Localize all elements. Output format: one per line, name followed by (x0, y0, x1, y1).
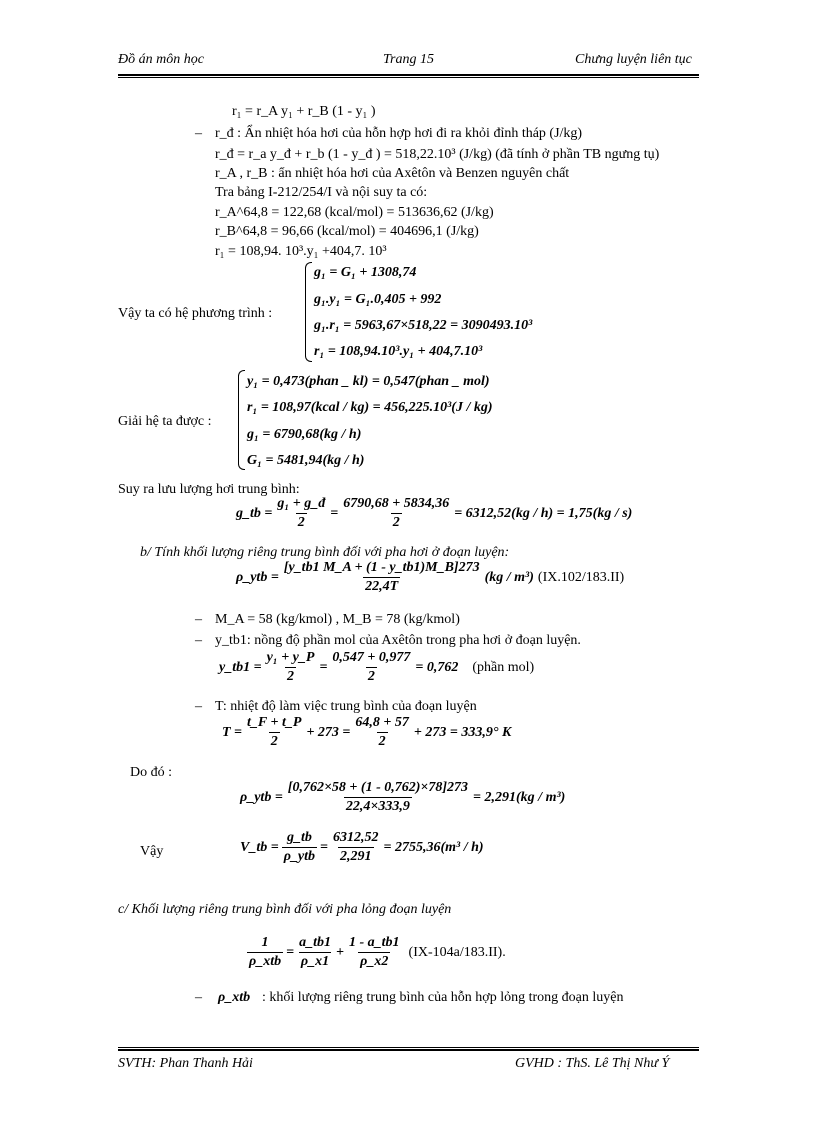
line-rd-def: r_đ : Ẩn nhiệt hóa hơi của hỗn hợp hơi đi ra khỏi đỉnh tháp (J/kg) (215, 126, 583, 141)
line-r1-expr: r₁ = 108,94. 10³.y₁ +404,7. 10³ (215, 244, 387, 259)
eq-numerator: 6312,52 (333, 830, 379, 845)
eq-lhs: y_tb1 = (219, 659, 262, 675)
footer-left: SVTH: Phan Thanh Hải (118, 1056, 253, 1071)
system2-eq: G₁ = 5481,94(kg / h) (247, 453, 365, 468)
header-right: Chưng luyện liên tục (575, 52, 692, 67)
system1-eq: g₁.r₁ = 5963,67×518,22 = 3090493.10³ (314, 318, 533, 333)
equation-Vtb: V_tb = $\frac{g\_tb}{\text{ρ\_ytb}}$ = $\frac{6312,52}{2,291}$ = 2755,36(m³ / h) (240, 830, 484, 864)
eq-numerator: 0,547 + 0,977 (332, 650, 411, 665)
eq-rhs: + 273 = 333,9° K (413, 724, 512, 740)
eq-denominator: 22,4×333,9 (345, 799, 410, 814)
eq-unit: (phần mol) (472, 659, 535, 675)
eq-denominator: 2 (392, 515, 400, 530)
system1-label: Vậy ta có hệ phương trình : (118, 306, 273, 321)
eq-numerator: 1 - a_tb1 (348, 935, 400, 950)
eq-denominator: 2,291 (340, 849, 372, 864)
footer-right: GVHD : ThS. Lê Thị Như Ý (515, 1056, 670, 1071)
line-rd-value: r_đ = r_a y_đ + r_b (1 - y_đ ) = 518,22.10³ (J/kg) (đã tính ở phần TB ngưng tụ) (215, 147, 660, 162)
line-ra-value: r_A^64,8 = 122,68 (kcal/mol) = 513636,62 (J/kg) (215, 205, 494, 220)
line-rho-xtb-def: : khối lượng riêng trung bình của hỗn hợp lỏng trong đoạn luyện (262, 990, 624, 1005)
eq-lhs: V_tb = (240, 839, 279, 855)
line-molar-mass: M_A = 58 (kg/kmol) , M_B = 78 (kg/kmol) (215, 612, 460, 627)
section-c-heading: c/ Khối lượng riêng trung bình đối với pha lỏng đoạn luyện (118, 902, 452, 917)
eq-unit: (kg / m³) (484, 569, 534, 585)
header-page-number: Trang 15 (383, 52, 434, 67)
eq-lhs: ρ_ytb = (240, 789, 283, 805)
eq-lhs: T = (222, 724, 243, 740)
equation-ytb1: y_tb1 = $\frac{\text{y₁ + y\_P}}{2}$ = $\frac{0,547 + 0,977}{2}$ = 0,762 (phần mol) (219, 650, 535, 684)
eq-denominator: 2 (367, 669, 375, 684)
line-ytb1-def: y_tb1: nồng độ phần mol của Axêtôn trong pha hơi ở đoạn luyện. (215, 633, 581, 648)
header-left: Đồ án môn học (118, 52, 204, 67)
equation-rho-numeric (240, 780, 565, 815)
eq-rhs: = 0,762 (415, 659, 459, 675)
eq-denominator: ρ_ytb (283, 849, 316, 864)
eq-lhs: g_tb = (236, 505, 273, 521)
eq-numerator: [y_tb1 M_A + (1 - y_tb1)M_B]273 (283, 560, 480, 575)
eq-numerator: g₁ + g_đ (277, 496, 326, 511)
system1-eq: g₁ = G₁ + 1308,74 (314, 265, 417, 280)
header-rule-thin (118, 77, 699, 78)
line-rb-value: r_B^64,8 = 96,66 (kcal/mol) = 404696,1 (J/kg) (215, 224, 479, 239)
eq-rhs: = 2,291(kg / m³) (473, 789, 566, 805)
eq-numerator: a_tb1 (299, 935, 331, 950)
line-r1-def: r₁ = r_A y₁ + r_B (1 - y₁ ) (232, 104, 376, 119)
system2-label: Giải hệ ta được : (118, 414, 212, 429)
eq-numerator: 64,8 + 57 (355, 715, 409, 730)
eq-numerator: 1 (261, 935, 269, 950)
dash: – (195, 126, 202, 141)
eq-denominator: 22,4T (365, 579, 399, 594)
footer-rule-thin (118, 1047, 699, 1048)
system2-eq: y₁ = 0,473(phan _ kl) = 0,547(phan _ mol) (247, 374, 490, 389)
system1-eq: r₁ = 108,94.10³.y₁ + 404,7.10³ (314, 344, 483, 359)
eq-denominator: 2 (297, 515, 305, 530)
system2-eq: g₁ = 6790,68(kg / h) (247, 427, 362, 442)
eq-mid: + 273 = (306, 724, 351, 740)
rho-xtb-symbol: ρ_xtb (218, 990, 251, 1005)
equation-gtb: g_tb = $\frac{\text{g₁ + g\_đ}}{2}$ = $\frac{6790,68 + 5834,36}{2}$ = 6312,52(kg / h) = 1,75(kg / s) (236, 496, 633, 530)
line-T-def: T: nhiệt độ làm việc trung bình của đoạn luyện (215, 699, 477, 714)
footer-rule (118, 1049, 699, 1051)
system2-brace (238, 370, 245, 470)
line-vay: Vậy (140, 844, 164, 859)
eq-reference: (IX.102/183.II) (537, 569, 625, 585)
eq-lhs: ρ_ytb = (236, 569, 279, 585)
line-ra-rb: r_A , r_B : ẩn nhiệt hóa hơi của Axêtôn và Benzen nguyên chất (215, 166, 570, 181)
system2-eq: r₁ = 108,97(kcal / kg) = 456,225.10³(J / kg) (247, 400, 493, 415)
eq-numerator: y₁ + y_P (266, 650, 315, 665)
eq-rhs: = 6312,52(kg / h) = 1,75(kg / s) (454, 505, 633, 521)
equation-rho-liquid: $\frac{1}{\text{ρ\_xtb}}$ = $\frac{a\_tb1}{\rho\_x1}$ + $\frac{1 - a\_tb1}{\rho\_x2}$ (IX-104a/183.II). (249, 935, 506, 969)
equation-T (222, 715, 511, 750)
line-avg-flow: Suy ra lưu lượng hơi trung bình: (118, 482, 300, 497)
equation-rho-formula (236, 560, 624, 595)
eq-denominator: 2 (287, 669, 295, 684)
line-lookup: Tra bảng I-212/254/I và nội suy ta có: (215, 185, 428, 200)
system1-brace (305, 262, 312, 362)
eq-numerator: 6790,68 + 5834,36 (343, 496, 450, 511)
eq-reference: (IX-104a/183.II). (408, 944, 506, 960)
section-b-heading: b/ Tính khối lượng riêng trung bình đối với pha hơi ở đoạn luyện: (140, 545, 510, 560)
eq-denominator: ρ_x1 (300, 954, 330, 969)
eq-numerator: g_tb (286, 830, 312, 845)
eq-numerator: t_F + t_P (247, 715, 302, 730)
system1-eq: g₁.y₁ = G₁.0,405 + 992 (314, 292, 442, 307)
line-do-do: Do đó : (130, 765, 172, 780)
header-rule (118, 74, 699, 76)
eq-denominator: ρ_xtb (249, 954, 282, 969)
eq-rhs: = 2755,36(m³ / h) (383, 839, 484, 855)
eq-denominator: 2 (270, 734, 278, 749)
eq-numerator: [0,762×58 + (1 - 0,762)×78]273 (287, 780, 469, 795)
eq-denominator: 2 (378, 734, 386, 749)
eq-denominator: ρ_x2 (360, 954, 389, 969)
